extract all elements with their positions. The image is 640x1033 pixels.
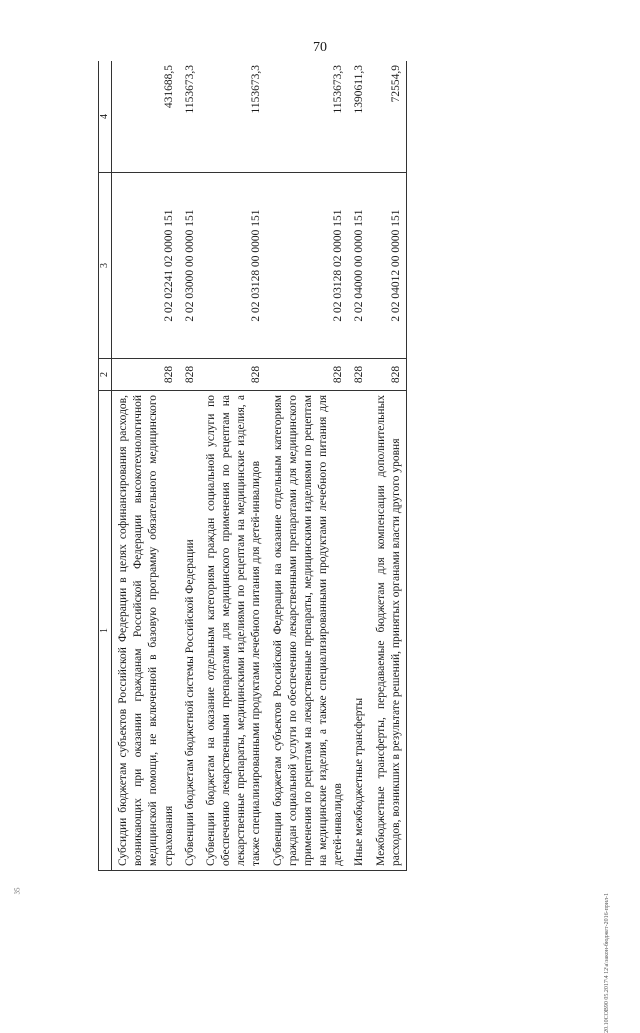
column-header-code: 3 [99, 173, 112, 359]
row-budget-code: 2 02 03000 00 0000 151 [179, 173, 200, 359]
row-description: Субсидии бюджетам субъектов Российской Федерации в целях софинансирования расходов, возникающих при оказании гражданам Российской Федерации высокотехнологичной медицинской помощи, не включенной в базовую программу обязательного медицинского страхования [112, 391, 179, 871]
corner-mark: 35 [13, 887, 22, 895]
row-amount: 1390611,3 [348, 61, 369, 173]
row-budget-code: 2 02 02241 02 0000 151 [112, 173, 179, 359]
row-admin-code: 828 [370, 359, 407, 391]
row-amount: 72554,9 [370, 61, 407, 173]
row-amount: 1153673,3 [179, 61, 200, 173]
rotated-table-area [98, 61, 582, 871]
row-description: Субвенции бюджетам бюджетной системы Российской Федерации [179, 391, 200, 871]
row-admin-code: 828 [348, 359, 369, 391]
row-amount: 1153673,3 [267, 61, 349, 173]
row-admin-code: 828 [267, 359, 349, 391]
table-row [370, 61, 407, 871]
row-budget-code: 2 02 04012 00 0000 151 [370, 173, 407, 359]
row-description: Межбюджетные трансферты, передаваемые бюджетам для компенсации дополнительных расходов, возникших в результате решений, принятых органами власти другого уровня [370, 391, 407, 871]
budget-table [98, 61, 407, 871]
row-admin-code: 828 [179, 359, 200, 391]
row-amount: 431688,5 [112, 61, 179, 173]
column-number-row [99, 61, 112, 871]
table-row [200, 61, 267, 871]
row-description: Субвенции бюджетам на оказание отдельным категориям граждан социальной услуги по обеспечению лекарственными препаратами для медицинского применения по рецептам на лекарственные препараты, медицинскими изделиями по рецептам на медицинские изделия, а также специализированными продуктами лечебного питания для детей-инвалидов [200, 391, 267, 871]
table-row [112, 61, 179, 871]
column-header-description: 1 [99, 391, 112, 871]
document-footer-code: 20.10СОВ90 05.2017\4 12\а\закон-бюджет-2016-прил-1 [604, 893, 610, 1033]
page-number: 70 [313, 40, 327, 55]
row-description: Субвенции бюджетам субъектов Российской Федерации на оказание отдельным категориям граждан социальной услуги по обеспечению лекарственными препаратами для медицинского применения по рецептам на лекарственные препараты, медицинскими изделиями по рецептам на медицинские изделия, а также специализированными продуктами лечебного питания для детей-инвалидов [267, 391, 349, 871]
row-budget-code: 2 02 03128 00 0000 151 [200, 173, 267, 359]
row-description: Иные межбюджетные трансферты [348, 391, 369, 871]
row-budget-code: 2 02 03128 02 0000 151 [267, 173, 349, 359]
row-admin-code: 828 [200, 359, 267, 391]
row-amount: 1153673,3 [200, 61, 267, 173]
row-budget-code: 2 02 04000 00 0000 151 [348, 173, 369, 359]
row-admin-code: 828 [112, 359, 179, 391]
table-row [348, 61, 369, 871]
column-header-amount: 4 [99, 61, 112, 173]
table-row [179, 61, 200, 871]
column-header-admin: 2 [99, 359, 112, 391]
table-row [267, 61, 349, 871]
